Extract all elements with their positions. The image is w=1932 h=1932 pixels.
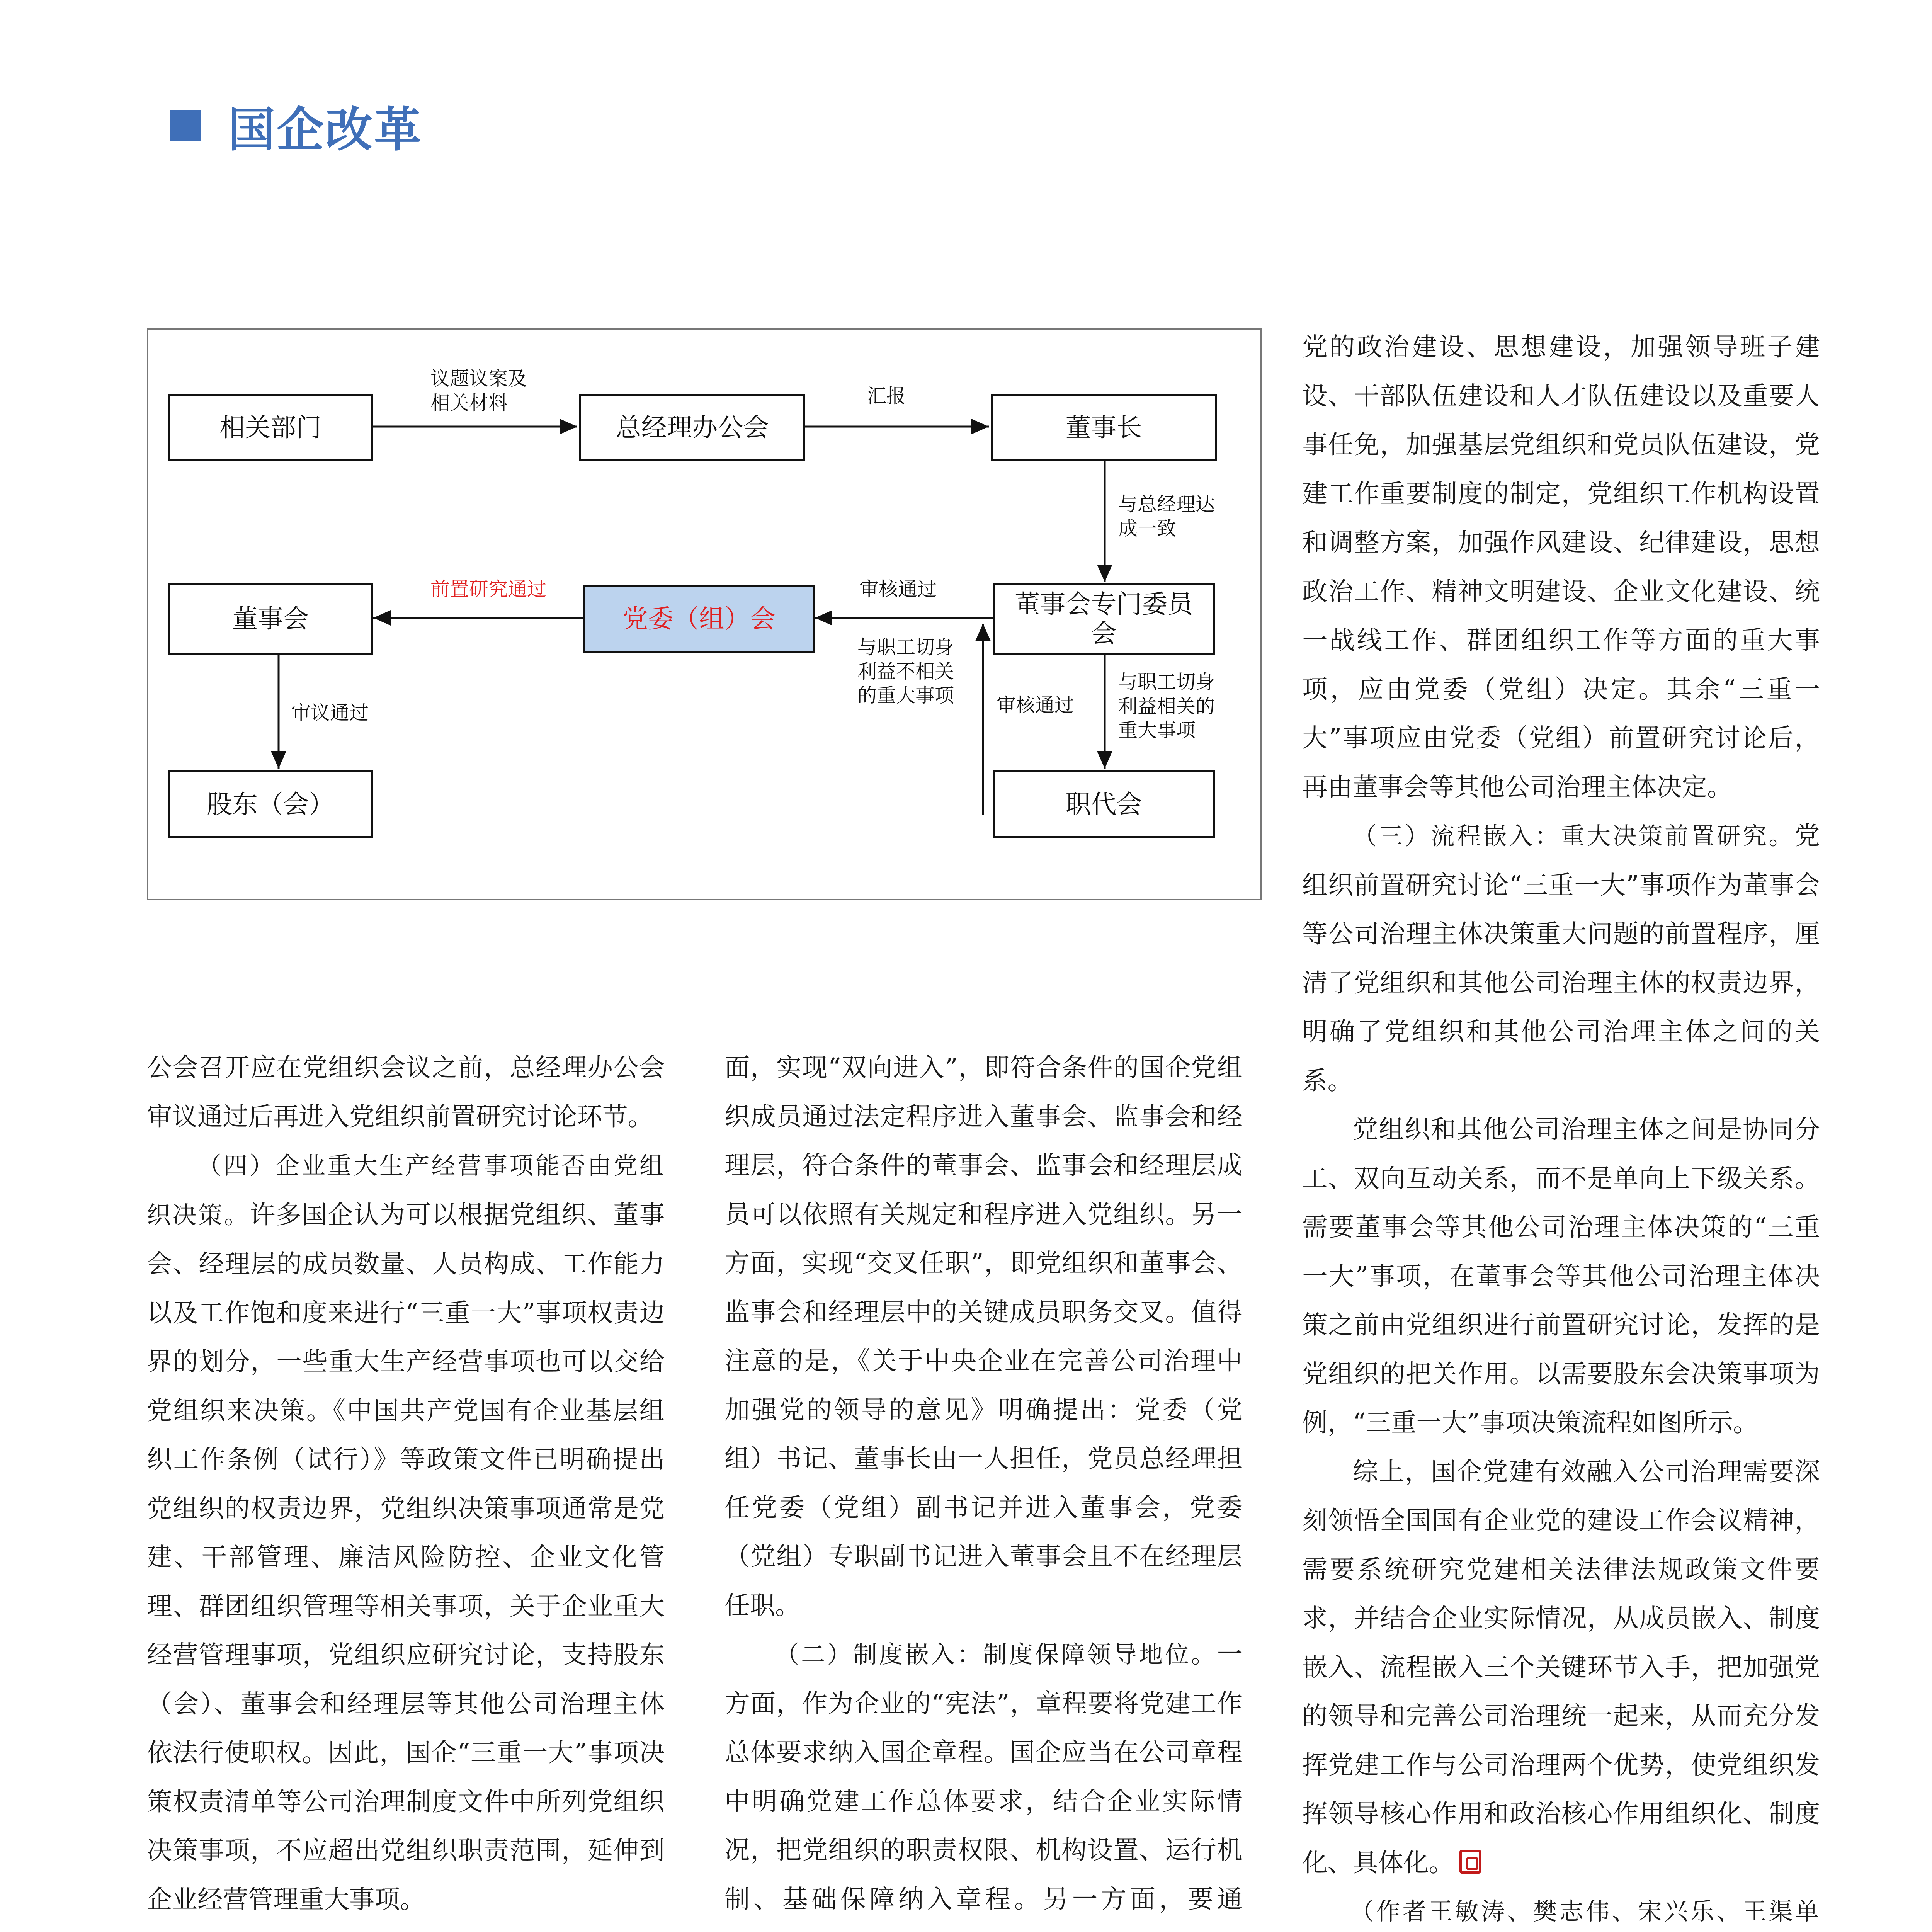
subheading: （四）企业重大生产经营事项能否由党组织决策。 — [147, 1151, 665, 1229]
node-gm-office-meeting: 总经理办公会 — [579, 394, 805, 461]
decision-flowchart — [147, 328, 1262, 900]
paragraph: 面，实现“双向进入”，即符合条件的国企党组织成员通过法定程序进入董事会、监事会和经理层，符合条件的董事会、监事会和经理层成员可以依照有关规定和程序进入党组织。另一方面，实现“交叉任职”，即党组织和董事会、监事会和经理层中的关键成员职务交叉。值得注意的是，《关于中央企业在完善公司治理中加强党的领导的意见》明确提出：党委（党组）书记、董事长由一人担任，党员总经理担任党委（党组）副书记并进入董事会，党委（党组）专职副书记进入董事会且不在经理层任职。 — [724, 1053, 1242, 1620]
paragraph: 党的政治建设、思想建设，加强领导班子建设、干部队伍建设和人才队伍建设以及重要人事任免，加强基层党组织和党员队伍建设，党建工作重要制度的制定，党组织工作机构设置和调整方案，加强作风建设、纪律建设，思想政治工作、精神文明建设、企业文化建设、统一战线工作、群团组织工作等方面的重大事项，应由党委（党组）决定。其余“三重一大”事项应由党委（党组）前置研究讨论后，再由董事会等其他公司治理主体决定。 — [1302, 332, 1820, 802]
label-deliberation-passed: 审议通过 — [291, 702, 369, 724]
node-board-special-committee: 董事会专门委员会 — [993, 583, 1215, 655]
paragraph: 公会召开应在党组织会议之前，总经理办公会审议通过后再进入党组织前置研究讨论环节。 — [147, 1053, 665, 1131]
node-workers-congress: 职代会 — [993, 770, 1215, 838]
node-related-department: 相关部门 — [168, 394, 373, 461]
label-review-passed-1: 审核通过 — [859, 578, 937, 600]
node-board: 董事会 — [168, 583, 373, 655]
paragraph-body: 许多国企认为可以根据党组织、董事会、经理层的成员数量、人员构成、工作能力以及工作饱和度来进行“三重一大”事项权责边界的划分，一些重大生产经营事项也可以交给党组织来决策。《中国共产党国有企业基层组织工作条例（试行）》等政策文件已明确提出党组织的权责边界，党组织决策事项通常是党建、干部管理、廉洁风险防控、企业文化管理、群团组织管理等相关事项，关于企业重大经营管理事项，党组织应研究讨论，支持股东（会）、董事会和经理层等其他公司治理主体依法行使职权。因此，国企“三重一大”事项决策权责清单等公司治理制度文件中所列党组织决策事项，不应超出党组织职责范围，延伸到企业经营管理重大事项。 — [147, 1200, 665, 1914]
subheading: （二）制度嵌入：制度保障领导地位。 — [775, 1640, 1217, 1668]
section-title: 国企改革 — [228, 102, 423, 157]
text-column-3 — [1302, 323, 1820, 1932]
label-report: 汇报 — [867, 385, 906, 407]
paragraph — [724, 1630, 1242, 1932]
paragraph-body: 综上，国企党建有效融入公司治理需要深刻领悟全国国有企业党的建设工作会议精神，需要系统研究党建相关法律法规政策文件要求，并结合企业实际情况，从成员嵌入、制度嵌入、流程嵌入三个关键环节入手，把加强党的领导和完善公司治理统一起来，从而充分发挥党建工作与公司治理两个优势，使党组织发挥领导核心作用和政治核心作用组织化、制度化、具体化。 — [1302, 1457, 1820, 1878]
end-mark-icon — [1459, 1850, 1481, 1874]
label-preliminary-study-passed: 前置研究通过 — [430, 578, 546, 600]
paragraph — [1302, 811, 1820, 1105]
paragraph — [1302, 1447, 1820, 1888]
paragraph-body: 党组织前置研究讨论“三重一大”事项作为董事会等公司治理主体决策重大问题的前置程序，厘清了党组织和其他公司治理主体的权责边界，明确了党组织和其他公司治理主体之间的关系。 — [1302, 821, 1820, 1095]
label-agreed-with-gm: 与总经理达 成一致 — [1118, 493, 1215, 540]
section-header — [170, 97, 423, 155]
node-shareholders: 股东（会） — [168, 770, 373, 838]
label-review-passed-2: 审核通过 — [997, 694, 1074, 716]
text-column-2 — [724, 1043, 1242, 1932]
subheading: （三）流程嵌入：重大决策前置研究。 — [1353, 822, 1795, 850]
author-note: （作者王敏涛、樊志伟、宋兴乐、王渠单 — [1350, 1897, 1820, 1925]
text-column-1 — [147, 1043, 665, 1932]
paragraph — [147, 1141, 665, 1924]
label-not-related-to-workers: 与职工切身 利益不相关 的重大事项 — [857, 636, 954, 707]
paragraph: 党组织和其他公司治理主体之间是协同分工、双向互动关系，而不是单向上下级关系。需要董事会等其他公司治理主体决策的“三重一大”事项，在董事会等其他公司治理主体决策之前由党组织进行前置研究讨论，发挥的是党组织的把关作用。以需要股东会决策事项为例，“三重一大”事项决策流程如图所示。 — [1302, 1115, 1820, 1437]
label-related-to-workers: 与职工切身 利益相关的 重大事项 — [1118, 671, 1215, 742]
node-chairman: 董事长 — [991, 394, 1217, 461]
section-square-icon — [170, 110, 201, 141]
label-topics-materials: 议题议案及 相关材料 — [430, 367, 527, 414]
paragraph-body: 一方面，作为企业的“宪法”，章程要将党建工作总体要求纳入国企章程。国企应当在公司章程中明确党建工作总体要求，结合企业实际情况，把党组织的职责权限、机构设置、运行机制、基础保障纳入章程。另一方面，要通 — [724, 1639, 1242, 1914]
node-party-committee: 党委（组）会 — [583, 585, 815, 653]
